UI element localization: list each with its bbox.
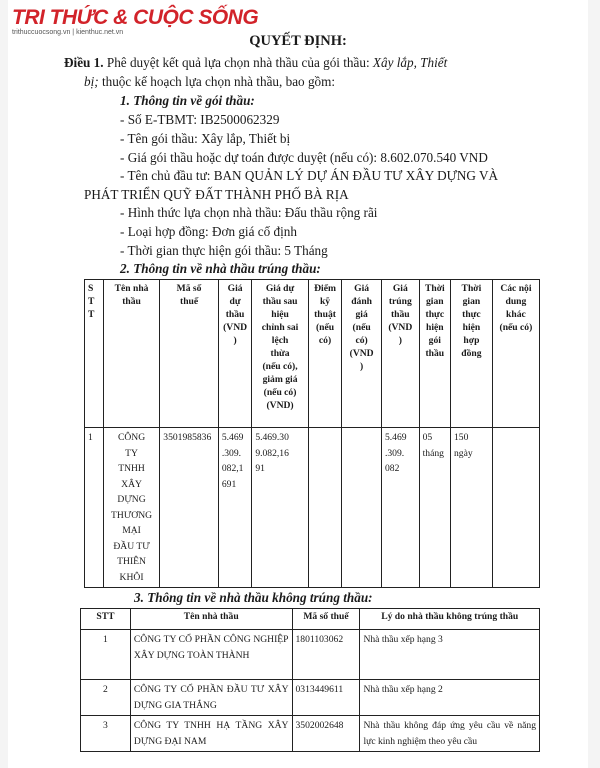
package-name: - Tên gói thầu: Xây lắp, Thiết bị bbox=[120, 131, 291, 146]
cell-tax: 3502002648 bbox=[292, 716, 360, 752]
cell-stt: 1 bbox=[85, 428, 104, 588]
col-stt: STT bbox=[81, 609, 131, 630]
cell-name: CÔNG TY TNHH XÂY DỰNG THƯƠNG MẠI ĐẦU TƯ THIÊN KHÔI bbox=[103, 428, 159, 588]
section-2-title: 2. Thông tin về nhà thầu trúng thầu: bbox=[120, 261, 321, 276]
investor-line-1: - Tên chủ đầu tư: BAN QUẢN LÝ DỰ ÁN ĐẦU TƯ XÂY DỰNG VÀ bbox=[120, 168, 498, 183]
table-row bbox=[81, 716, 540, 752]
col-package-time: Thời gian thực hiện gói thầu bbox=[419, 280, 450, 428]
section-1-title: 1. Thông tin về gói thầu: bbox=[120, 93, 255, 108]
cell-contract-time: 150 ngày bbox=[451, 428, 493, 588]
col-other: Các nội dung khác (nếu có) bbox=[492, 280, 539, 428]
cell-stt: 3 bbox=[81, 716, 131, 752]
investor-line-2: PHÁT TRIỂN QUỸ ĐẤT THÀNH PHỐ BÀ RỊA bbox=[84, 187, 349, 202]
col-tech-score: Điểm kỹ thuật (nếu có) bbox=[308, 280, 341, 428]
cell-name: CÔNG TY CỔ PHẦN CÔNG NGHIỆP XÂY DỰNG TOÀN THÀNH bbox=[130, 630, 292, 680]
cell-bid: 5.469 .309. 082,1 691 bbox=[218, 428, 251, 588]
col-tax: Mã số thuế bbox=[292, 609, 360, 630]
col-stt: S T T bbox=[85, 280, 104, 428]
col-name: Tên nhà thầu bbox=[130, 609, 292, 630]
section-3-title: 3. Thông tin về nhà thầu không trúng thầu: bbox=[134, 590, 373, 605]
brand-subtitle: trithuccuocsong.vn | kienthuc.net.vn bbox=[12, 29, 124, 36]
cell-tax: 1801103062 bbox=[292, 630, 360, 680]
col-bid: Giá dự thầu (VND ) bbox=[218, 280, 251, 428]
cell-name: CÔNG TY TNHH HẠ TẦNG XÂY DỰNG ĐẠI NAM bbox=[130, 716, 292, 752]
cell-reason: Nhà thầu không đáp ứng yêu cầu về năng lực kinh nghiệm theo yêu cầu bbox=[360, 716, 540, 752]
cell-tech-score bbox=[308, 428, 341, 588]
cell-reason: Nhà thầu xếp hạng 2 bbox=[360, 680, 540, 716]
cell-tax: 3501985836 bbox=[160, 428, 219, 588]
cell-package-time: 05 tháng bbox=[419, 428, 450, 588]
col-win-price: Giá trúng thầu (VND ) bbox=[381, 280, 419, 428]
cell-bid-adjusted: 5.469.30 9.082,16 91 bbox=[252, 428, 308, 588]
table-row bbox=[81, 630, 540, 680]
selection-method: - Hình thức lựa chọn nhà thầu: Đấu thầu rộng rãi bbox=[120, 205, 378, 220]
table-row bbox=[81, 680, 540, 716]
package-price: - Giá gói thầu hoặc dự toán được duyệt (nếu có): 8.602.070.540 VND bbox=[120, 150, 488, 165]
col-tax: Mã số thuế bbox=[160, 280, 219, 428]
cell-stt: 1 bbox=[81, 630, 131, 680]
cell-reason: Nhà thầu xếp hạng 3 bbox=[360, 630, 540, 680]
article-line-2: bị; thuộc kế hoạch lựa chọn nhà thầu, bao gồm: bbox=[84, 74, 336, 89]
cell-eval-price bbox=[342, 428, 382, 588]
cell-name: CÔNG TY CỔ PHẦN ĐẦU TƯ XÂY DỰNG GIA THẮNG bbox=[130, 680, 292, 716]
table-row bbox=[85, 428, 540, 588]
cell-stt: 2 bbox=[81, 680, 131, 716]
tbmt-number: - Số E-TBMT: IB2500062329 bbox=[120, 112, 280, 127]
winner-table bbox=[84, 279, 540, 588]
cell-other bbox=[492, 428, 539, 588]
execution-time: - Thời gian thực hiện gói thầu: 5 Tháng bbox=[120, 243, 328, 258]
decision-heading: QUYẾT ĐỊNH: bbox=[249, 33, 347, 49]
brand-name: TRI THỨC & CUỘC SỐNG bbox=[12, 6, 259, 29]
contract-type: - Loại hợp đồng: Đơn giá cố định bbox=[120, 224, 297, 239]
col-name: Tên nhà thầu bbox=[103, 280, 159, 428]
col-reason: Lý do nhà thầu không trúng thầu bbox=[360, 609, 540, 630]
article-line-1: Điều 1. Phê duyệt kết quả lựa chọn nhà thầu của gói thầu: Xây lắp, Thiết bbox=[64, 55, 448, 70]
loser-table-header bbox=[81, 609, 540, 630]
loser-table bbox=[80, 608, 540, 752]
col-eval-price: Giá đánh giá (nếu có) (VND ) bbox=[342, 280, 382, 428]
col-bid-adjusted: Giá dự thầu sau hiệu chỉnh sai lệch thừa (nếu có), giảm giá (nếu có) (VND) bbox=[252, 280, 308, 428]
cell-win-price: 5.469 .309. 082 bbox=[381, 428, 419, 588]
col-contract-time: Thời gian thực hiện hợp đồng bbox=[451, 280, 493, 428]
document-page bbox=[8, 0, 588, 768]
winner-table-header bbox=[85, 280, 540, 428]
cell-tax: 0313449611 bbox=[292, 680, 360, 716]
